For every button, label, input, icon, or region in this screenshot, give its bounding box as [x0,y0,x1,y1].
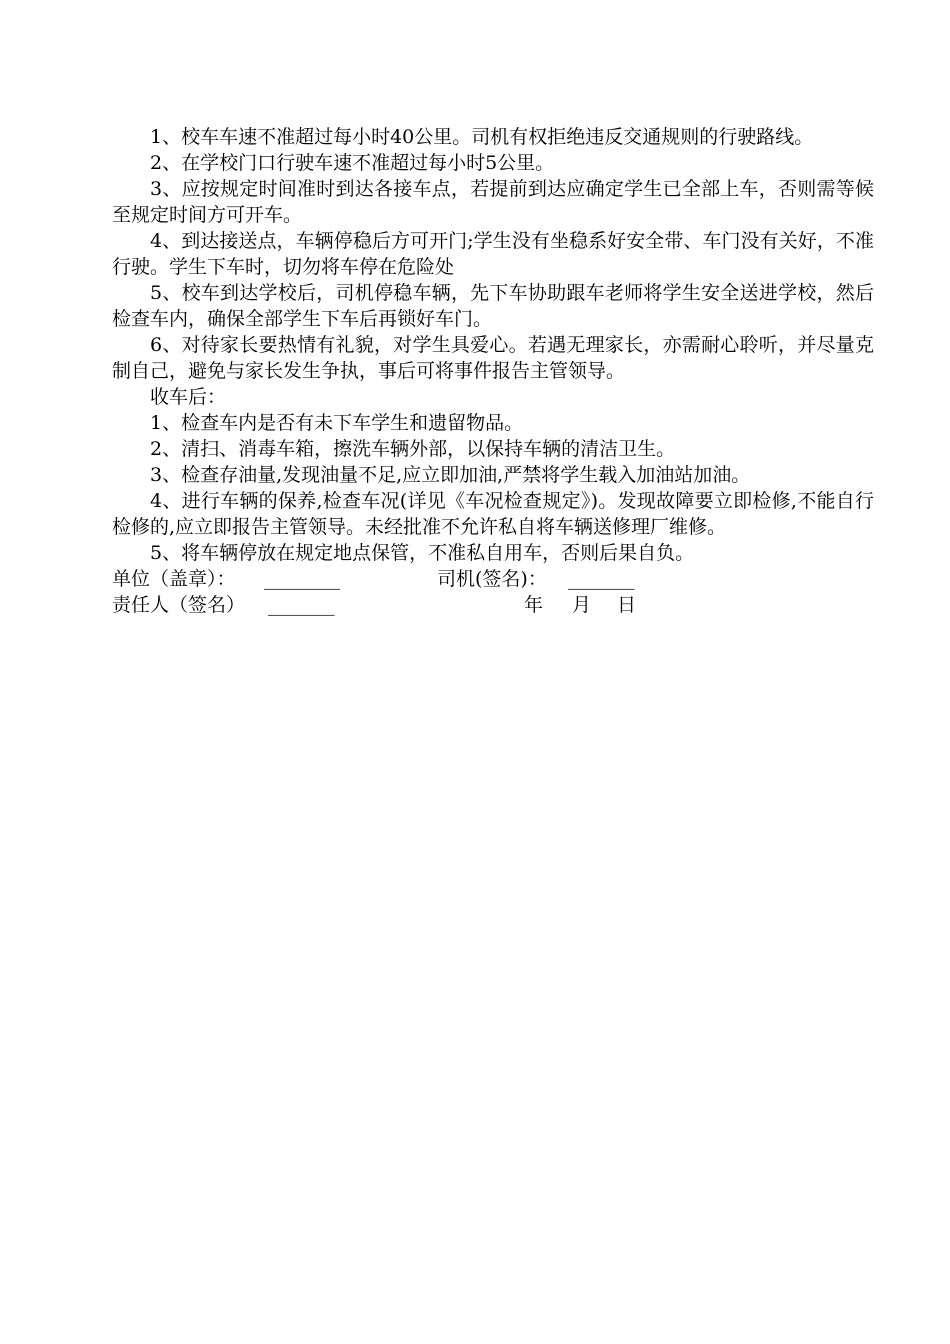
driver-signature-blank: _______ [568,568,635,590]
paragraph-rule-1: 1、校车车速不准超过每小时40公里。司机有权拒绝违反交通规则的行驶路线。 [150,126,814,148]
section-heading-after-shift: 收车后： [150,386,227,408]
paragraph-after-shift-2: 2、清扫、消毒车箱，擦洗车辆外部，以保持车辆的清洁卫生。 [150,438,676,460]
document-body [112,124,874,618]
date-month-label: 月 [572,594,592,616]
paragraph-rule-4: 4、到达接送点，车辆停稳后方可开门;学生没有坐稳系好安全带、车门没有关好，不准行驶。学生下车时，切勿将车停在危险处 [112,230,874,278]
responsible-signature-label: 责任人（签名） [112,594,246,616]
paragraph-after-shift-4: 4、进行车辆的保养,检查车况(详见《车况检查规定》)。发现故障要立即检修,不能自行检修的,应立即报告主管领导。未经批准不允许私自将车辆送修理厂维修。 [112,490,874,538]
paragraph-after-shift-5: 5、将车辆停放在规定地点保管，不准私自用车，否则后果自负。 [150,542,695,564]
unit-stamp-blank: ________ [264,568,340,590]
paragraph-rule-3: 3、应按规定时间准时到达各接车点，若提前到达应确定学生已全部上车，否则需等候至规定时间方可开车。 [112,178,874,226]
paragraph-after-shift-3: 3、检查存油量,发现油量不足,应立即加油,严禁将学生载入加油站加油。 [150,464,751,486]
paragraph-rule-6: 6、对待家长要热情有礼貌，对学生具爱心。若遇无理家长，亦需耐心聆听，并尽量克制自己，避免与家长发生争执，事后可将事件报告主管领导。 [112,334,874,382]
driver-signature-label: 司机(签名)： [437,568,547,590]
paragraph-after-shift-1: 1、检查车内是否有未下车学生和遗留物品。 [150,412,524,434]
paragraph-rule-5: 5、校车到达学校后，司机停稳车辆，先下车协助跟车老师将学生安全送进学校，然后检查车内，确保全部学生下车后再锁好车门。 [112,282,874,330]
date-day-label: 日 [617,594,637,616]
signature-row-unit-driver [112,566,874,592]
responsible-signature-blank: _______ [268,594,335,616]
unit-stamp-label: 单位（盖章）： [112,568,236,590]
date-year-label: 年 [524,594,544,616]
signature-row-responsible-date [112,592,874,618]
paragraph-rule-2: 2、在学校门口行驶车速不准超过每小时5公里。 [150,152,555,174]
